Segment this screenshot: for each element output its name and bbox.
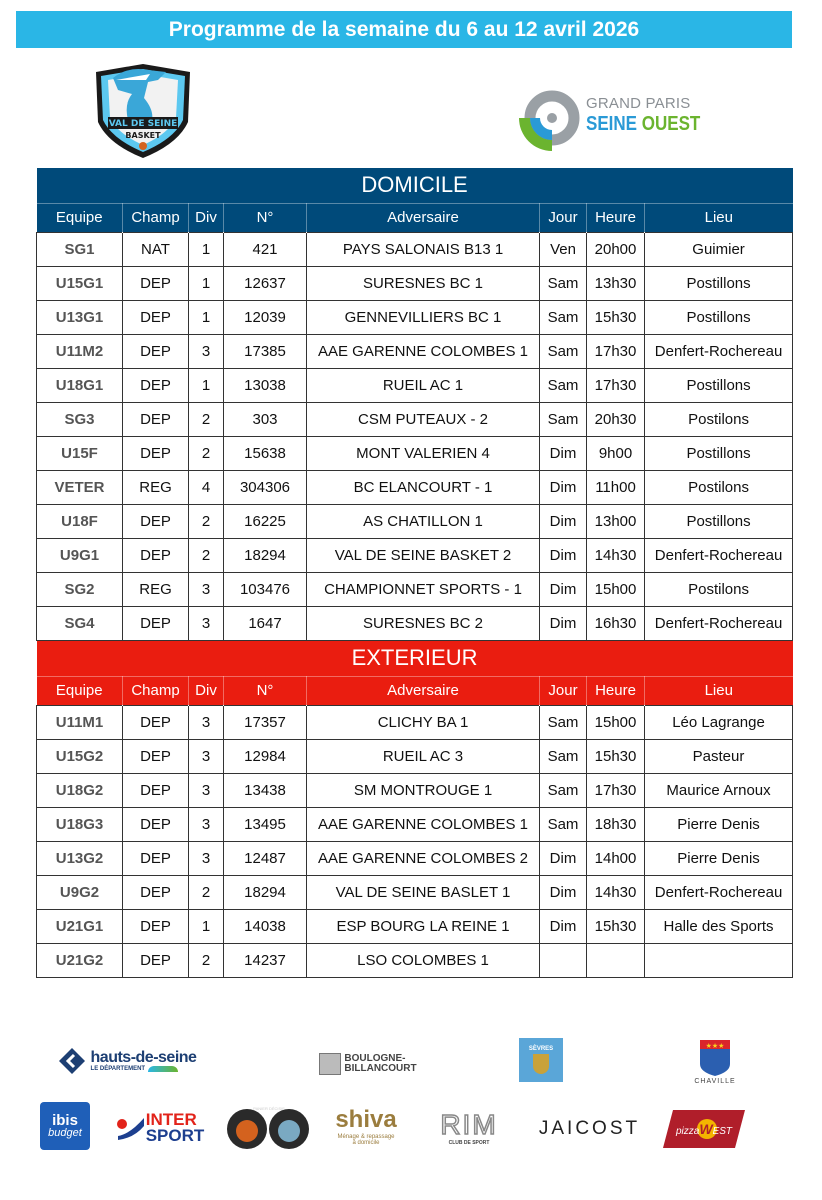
time-cell: 15h30	[587, 739, 645, 773]
division-cell: 3	[189, 572, 224, 606]
match-number-cell: 15638	[224, 436, 307, 470]
venue-cell: Pierre Denis	[645, 841, 793, 875]
column-header: Div	[189, 203, 224, 232]
column-header: Heure	[587, 203, 645, 232]
column-header: Equipe	[37, 676, 123, 705]
venue-cell	[645, 943, 793, 977]
boulogne-billancourt-logo: BOULOGNE- BILLANCOURT	[318, 1050, 418, 1078]
venue-cell: Léo Lagrange	[645, 705, 793, 739]
day-cell: Dim	[540, 841, 587, 875]
team-cell: U15G2	[37, 739, 123, 773]
team-cell: U15G1	[37, 266, 123, 300]
time-cell: 15h30	[587, 300, 645, 334]
time-cell: 15h00	[587, 705, 645, 739]
match-number-cell: 1647	[224, 606, 307, 640]
club-logo-text-2: BASKET	[125, 131, 161, 140]
column-header: Champ	[123, 676, 189, 705]
time-cell: 17h30	[587, 773, 645, 807]
time-cell: 13h30	[587, 266, 645, 300]
division-cell: 1	[189, 909, 224, 943]
match-number-cell: 12637	[224, 266, 307, 300]
team-cell: SG2	[37, 572, 123, 606]
team-cell: SG4	[37, 606, 123, 640]
time-cell: 9h00	[587, 436, 645, 470]
day-cell: Sam	[540, 368, 587, 402]
division-cell: 1	[189, 232, 224, 266]
opponent-cell: CHAMPIONNET SPORTS - 1	[307, 572, 540, 606]
time-cell: 20h30	[587, 402, 645, 436]
venue-cell: Postillons	[645, 266, 793, 300]
time-cell: 13h00	[587, 504, 645, 538]
domicile-row	[37, 470, 793, 504]
team-cell: SG1	[37, 232, 123, 266]
championship-cell: NAT	[123, 232, 189, 266]
division-cell: 1	[189, 368, 224, 402]
exterieur-row	[37, 739, 793, 773]
day-cell: Dim	[540, 572, 587, 606]
venue-cell: Postillons	[645, 504, 793, 538]
opponent-cell: RUEIL AC 3	[307, 739, 540, 773]
division-cell: 1	[189, 266, 224, 300]
match-number-cell: 18294	[224, 538, 307, 572]
team-cell: U13G1	[37, 300, 123, 334]
exterieur-row	[37, 807, 793, 841]
opponent-cell: RUEIL AC 1	[307, 368, 540, 402]
match-number-cell: 304306	[224, 470, 307, 504]
division-cell: 3	[189, 705, 224, 739]
championship-cell: DEP	[123, 943, 189, 977]
day-cell: Sam	[540, 300, 587, 334]
column-header: Lieu	[645, 203, 793, 232]
venue-cell: Pierre Denis	[645, 807, 793, 841]
page-title-banner	[16, 11, 792, 48]
championship-cell: DEP	[123, 334, 189, 368]
exterieur-row	[37, 773, 793, 807]
match-number-cell: 303	[224, 402, 307, 436]
opponent-cell: SURESNES BC 2	[307, 606, 540, 640]
intersport-logo: INTER SPORT	[112, 1110, 208, 1146]
division-cell: 2	[189, 504, 224, 538]
championship-cell: DEP	[123, 773, 189, 807]
match-number-cell: 18294	[224, 875, 307, 909]
svg-text:★★★: ★★★	[705, 1042, 725, 1050]
championship-cell: REG	[123, 470, 189, 504]
match-number-cell: 17385	[224, 334, 307, 368]
venue-cell: Postillons	[645, 368, 793, 402]
page-title: Programme de la semaine du 6 au 12 avril 2026	[168, 17, 640, 41]
domicile-header-row	[37, 203, 793, 232]
hauts-de-seine-logo: hauts-de-seine LE DÉPARTEMENT	[54, 1044, 199, 1078]
match-number-cell: 13038	[224, 368, 307, 402]
day-cell: Dim	[540, 875, 587, 909]
division-cell: 3	[189, 606, 224, 640]
match-number-cell: 12487	[224, 841, 307, 875]
opponent-cell: VAL DE SEINE BASLET 1	[307, 875, 540, 909]
division-cell: 2	[189, 402, 224, 436]
championship-cell: DEP	[123, 538, 189, 572]
day-cell: Dim	[540, 909, 587, 943]
opponent-cell: SM MONTROUGE 1	[307, 773, 540, 807]
time-cell: 15h00	[587, 572, 645, 606]
team-cell: U9G2	[37, 875, 123, 909]
venue-cell: Postilons	[645, 402, 793, 436]
team-cell: U11M1	[37, 705, 123, 739]
team-cell: U18G2	[37, 773, 123, 807]
division-cell: 2	[189, 943, 224, 977]
venue-cell: Denfert-Rochereau	[645, 875, 793, 909]
column-header: Jour	[540, 203, 587, 232]
column-header: Adversaire	[307, 676, 540, 705]
division-cell: 3	[189, 773, 224, 807]
domicile-row	[37, 572, 793, 606]
venue-cell: Denfert-Rochereau	[645, 334, 793, 368]
team-cell: U21G2	[37, 943, 123, 977]
exterieur-table	[36, 641, 793, 978]
opponent-cell: AAE GARENNE COLOMBES 1	[307, 807, 540, 841]
domicile-row	[37, 436, 793, 470]
match-number-cell: 12984	[224, 739, 307, 773]
column-header: Div	[189, 676, 224, 705]
team-cell: VETER	[37, 470, 123, 504]
ibis-budget-logo: ibis budget	[40, 1102, 90, 1150]
team-cell: U18F	[37, 504, 123, 538]
venue-cell: Pasteur	[645, 739, 793, 773]
exterieur-row	[37, 909, 793, 943]
column-header: Adversaire	[307, 203, 540, 232]
match-number-cell: 13438	[224, 773, 307, 807]
opponent-cell: BC ELANCOURT - 1	[307, 470, 540, 504]
domicile-row	[37, 402, 793, 436]
column-header: N°	[224, 676, 307, 705]
domicile-table	[36, 168, 793, 641]
grand-paris-seine-ouest-logo	[518, 88, 718, 154]
time-cell: 14h30	[587, 538, 645, 572]
division-cell: 1	[189, 300, 224, 334]
time-cell	[587, 943, 645, 977]
sponsors-area	[0, 1020, 822, 1190]
opponent-cell: AAE GARENNE COLOMBES 1	[307, 334, 540, 368]
championship-cell: DEP	[123, 266, 189, 300]
day-cell: Dim	[540, 538, 587, 572]
division-cell: 2	[189, 875, 224, 909]
opponent-cell: VAL DE SEINE BASKET 2	[307, 538, 540, 572]
day-cell: Dim	[540, 504, 587, 538]
championship-cell: REG	[123, 572, 189, 606]
division-cell: 3	[189, 841, 224, 875]
championship-cell: DEP	[123, 436, 189, 470]
column-header: Jour	[540, 676, 587, 705]
team-cell: U13G2	[37, 841, 123, 875]
domicile-row	[37, 266, 793, 300]
domicile-row	[37, 504, 793, 538]
exterieur-row	[37, 705, 793, 739]
domicile-title: DOMICILE	[37, 168, 793, 203]
division-cell: 3	[189, 334, 224, 368]
column-header: Equipe	[37, 203, 123, 232]
domicile-row	[37, 300, 793, 334]
opponent-cell: AS CHATILLON 1	[307, 504, 540, 538]
exterieur-header-row	[37, 676, 793, 705]
team-cell: U18G3	[37, 807, 123, 841]
domicile-row	[37, 606, 793, 640]
championship-cell: DEP	[123, 504, 189, 538]
venue-cell: Guimier	[645, 232, 793, 266]
rim-club-de-sport-logo: RIM CLUB DE SPORT	[440, 1108, 498, 1146]
day-cell: Sam	[540, 266, 587, 300]
day-cell: Sam	[540, 402, 587, 436]
time-cell: 17h30	[587, 368, 645, 402]
opponent-cell: CLICHY BA 1	[307, 705, 540, 739]
match-number-cell: 13495	[224, 807, 307, 841]
division-cell: 2	[189, 538, 224, 572]
venue-cell: Halle des Sports	[645, 909, 793, 943]
domicile-row	[37, 232, 793, 266]
opponent-cell: SURESNES BC 1	[307, 266, 540, 300]
opponent-cell: LSO COLOMBES 1	[307, 943, 540, 977]
match-number-cell: 12039	[224, 300, 307, 334]
panier-decisif-logo: PANIER DÉCISIF	[226, 1108, 312, 1150]
time-cell: 17h30	[587, 334, 645, 368]
domicile-row	[37, 334, 793, 368]
day-cell: Sam	[540, 773, 587, 807]
venue-cell: Postillons	[645, 300, 793, 334]
team-cell: U18G1	[37, 368, 123, 402]
time-cell: 18h30	[587, 807, 645, 841]
gpso-line1: GRAND PARIS	[586, 95, 691, 112]
venue-cell: Denfert-Rochereau	[645, 606, 793, 640]
venue-cell: Maurice Arnoux	[645, 773, 793, 807]
match-number-cell: 14237	[224, 943, 307, 977]
championship-cell: DEP	[123, 402, 189, 436]
exterieur-title: EXTERIEUR	[37, 641, 793, 676]
team-cell: U15F	[37, 436, 123, 470]
day-cell: Sam	[540, 807, 587, 841]
time-cell: 14h00	[587, 841, 645, 875]
column-header: N°	[224, 203, 307, 232]
division-cell: 4	[189, 470, 224, 504]
division-cell: 3	[189, 807, 224, 841]
championship-cell: DEP	[123, 841, 189, 875]
division-cell: 3	[189, 739, 224, 773]
match-number-cell: 103476	[224, 572, 307, 606]
pizza-west-logo: pizzaWEST	[663, 1110, 745, 1148]
opponent-cell: AAE GARENNE COLOMBES 2	[307, 841, 540, 875]
club-logo	[88, 60, 198, 160]
championship-cell: DEP	[123, 875, 189, 909]
match-number-cell: 16225	[224, 504, 307, 538]
day-cell: Dim	[540, 436, 587, 470]
gpso-line2: SEINE OUEST	[586, 113, 701, 135]
exterieur-row	[37, 875, 793, 909]
shiva-logo: shiva Ménage & repassage à domicile	[335, 1106, 397, 1146]
team-cell: U9G1	[37, 538, 123, 572]
venue-cell: Postilons	[645, 470, 793, 504]
exterieur-row	[37, 943, 793, 977]
chaville-logo: ★★★ CHAVILLE	[690, 1036, 740, 1088]
column-header: Champ	[123, 203, 189, 232]
team-cell: SG3	[37, 402, 123, 436]
jaicost-logo: JAICOST	[538, 1118, 641, 1139]
domicile-row	[37, 368, 793, 402]
day-cell	[540, 943, 587, 977]
day-cell: Dim	[540, 606, 587, 640]
day-cell: Ven	[540, 232, 587, 266]
match-number-cell: 14038	[224, 909, 307, 943]
opponent-cell: ESP BOURG LA REINE 1	[307, 909, 540, 943]
championship-cell: DEP	[123, 606, 189, 640]
sevres-logo: SÈVRES	[519, 1038, 563, 1082]
day-cell: Dim	[540, 470, 587, 504]
time-cell: 11h00	[587, 470, 645, 504]
team-cell: U21G1	[37, 909, 123, 943]
venue-cell: Postillons	[645, 436, 793, 470]
day-cell: Sam	[540, 739, 587, 773]
domicile-row	[37, 538, 793, 572]
championship-cell: DEP	[123, 705, 189, 739]
opponent-cell: PAYS SALONAIS B13 1	[307, 232, 540, 266]
championship-cell: DEP	[123, 300, 189, 334]
time-cell: 15h30	[587, 909, 645, 943]
day-cell: Sam	[540, 334, 587, 368]
venue-cell: Denfert-Rochereau	[645, 538, 793, 572]
match-number-cell: 17357	[224, 705, 307, 739]
opponent-cell: GENNEVILLIERS BC 1	[307, 300, 540, 334]
championship-cell: DEP	[123, 739, 189, 773]
column-header: Heure	[587, 676, 645, 705]
championship-cell: DEP	[123, 368, 189, 402]
opponent-cell: MONT VALERIEN 4	[307, 436, 540, 470]
column-header: Lieu	[645, 676, 793, 705]
day-cell: Sam	[540, 705, 587, 739]
time-cell: 14h30	[587, 875, 645, 909]
club-logo-text-1: VAL DE SEINE	[108, 119, 178, 129]
team-cell: U11M2	[37, 334, 123, 368]
exterieur-row	[37, 841, 793, 875]
match-number-cell: 421	[224, 232, 307, 266]
championship-cell: DEP	[123, 807, 189, 841]
time-cell: 16h30	[587, 606, 645, 640]
championship-cell: DEP	[123, 909, 189, 943]
opponent-cell: CSM PUTEAUX - 2	[307, 402, 540, 436]
time-cell: 20h00	[587, 232, 645, 266]
division-cell: 2	[189, 436, 224, 470]
venue-cell: Postilons	[645, 572, 793, 606]
